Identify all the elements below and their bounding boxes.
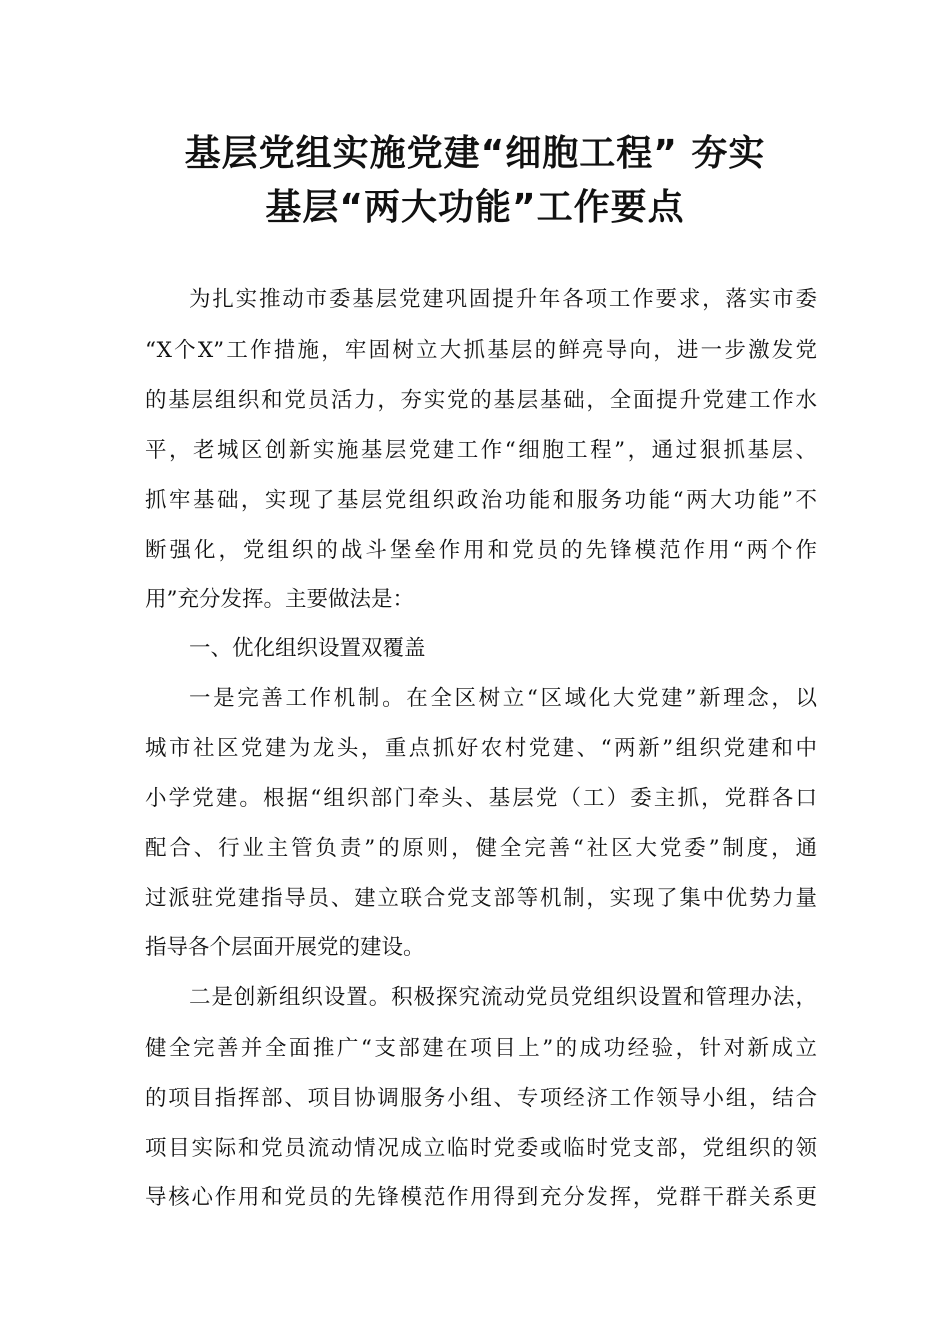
paragraph-line: 指导各个层面开展党的建设。 [145,935,425,960]
paragraph-line: “X个X”工作措施，牢固树立大抓基层的鲜亮导向，进一步激发党 [145,338,817,363]
paragraph-line: 配合、行业主管负责”的原则，健全完善“社区大党委”制度，通 [145,836,817,861]
paragraph-line: 一是完善工作机制。在全区树立“区域化大党建”新理念，以 [189,686,817,711]
paragraph-line: 二是创新组织设置。积极探究流动党员党组织设置和管理办法， [189,985,817,1010]
paragraph-line: 项目实际和党员流动情况成立临时党委或临时党支部，党组织的领 [145,1136,817,1161]
paragraph-line: 健全完善并全面推广“支部建在项目上”的成功经验，针对新成立 [145,1036,817,1061]
paragraph-line: 的基层组织和党员活力，夯实党的基层基础，全面提升党建工作水 [145,388,817,413]
paragraph-line: 小学党建。根据“组织部门牵头、基层党（工）委主抓，党群各口 [145,786,817,811]
paragraph-line: 的项目指挥部、项目协调服务小组、专项经济工作领导小组，结合 [145,1086,817,1111]
document-title-line-1: 基层党组实施党建“细胞工程” 夯实 [184,133,766,174]
paragraph-line: 导核心作用和党员的先锋模范作用得到充分发挥，党群干群关系更 [145,1185,817,1210]
paragraph-line: 平，老城区创新实施基层党建工作“细胞工程”，通过狠抓基层、 [145,438,817,463]
paragraph-line: 城市社区党建为龙头，重点抓好农村党建、“两新”组织党建和中 [145,736,817,761]
paragraph-line: 过派驻党建指导员、建立联合党支部等机制，实现了集中优势力量 [145,886,817,911]
paragraph-line: 为扎实推动市委基层党建巩固提升年各项工作要求，落实市委 [189,287,817,312]
paragraph-line: 抓牢基础，实现了基层党组织政治功能和服务功能“两大功能”不 [145,488,817,513]
section-heading: 一、优化组织设置双覆盖 [189,636,426,661]
paragraph-line: 用”充分发挥。主要做法是： [145,587,414,612]
document-title-line-2: 基层“两大功能”工作要点 [265,187,685,228]
paragraph-line: 断强化，党组织的战斗堡垒作用和党员的先锋模范作用“两个作 [145,538,817,563]
